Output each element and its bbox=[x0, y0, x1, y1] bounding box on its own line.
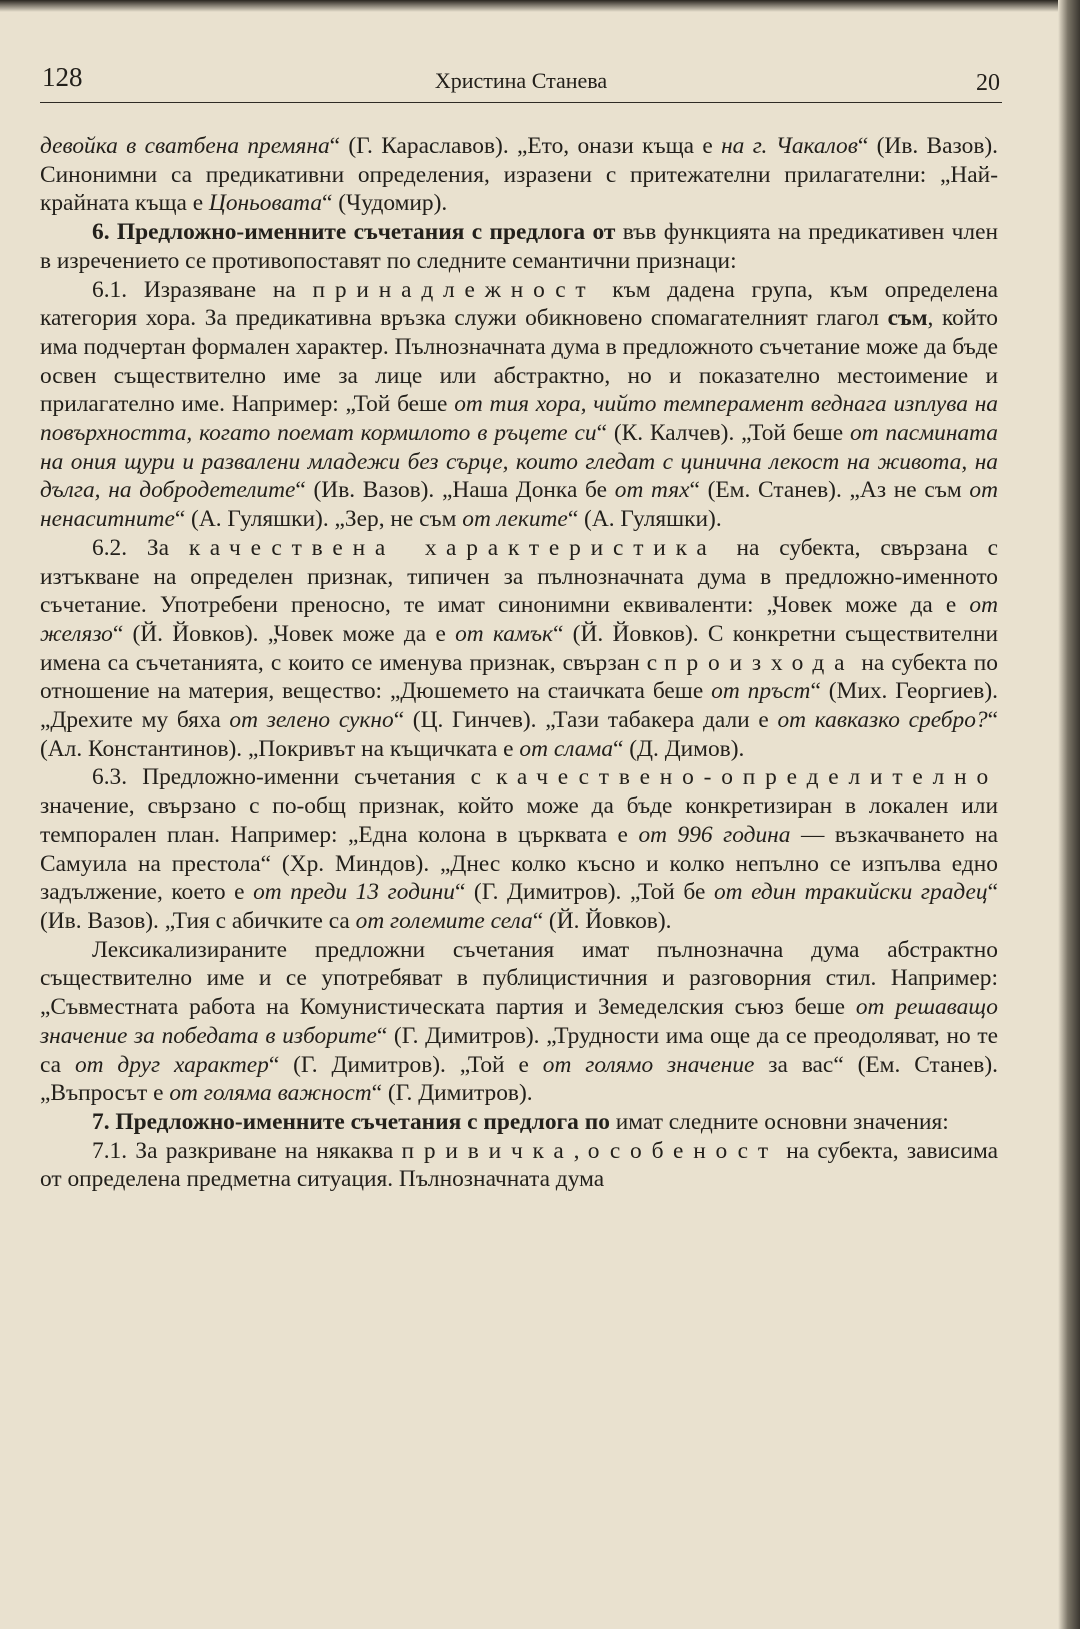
example-phrase: от голямо значение bbox=[542, 1051, 755, 1078]
example-phrase: от тия хора, чийто темперамент веднага изплува на повърхността, когато поемат кормилото в ръцете си bbox=[40, 391, 998, 447]
paragraph-6-1 bbox=[40, 276, 998, 534]
text-run: “ (Г. Димитров). „Той е bbox=[268, 1051, 543, 1078]
text-run: “ (Ив. Вазов). Синонимни са предикативни определения, изразени с притежателни прилагателни: „Най-крайната къща е bbox=[40, 133, 999, 217]
text-run: — възкачването на Самуила на престола“ (Хр. Миндов). „Днес колко късно и колко непълно се изпълва едно задължение, което е bbox=[40, 821, 998, 906]
example-phrase: от решаващо значение за победата в изборите bbox=[40, 994, 998, 1049]
text-run: към дадена група, към определена категория хора. За предикативна връзка служи обикновено спомагателният глагол bbox=[40, 276, 998, 332]
paragraph-lexicalized bbox=[40, 936, 998, 1108]
example-phrase: от един тракийски градец bbox=[713, 879, 988, 906]
text-run: на субекта по отношение на материя, вещество: „Дюшемето на стаичката беше bbox=[40, 649, 998, 705]
bold-term: 7. Предложно-именните съчетания с предлога по bbox=[92, 1108, 610, 1135]
running-title: Христина Станева bbox=[434, 68, 608, 93]
spaced-term: принадлежност bbox=[312, 276, 596, 303]
example-phrase: от кавказко сребро? bbox=[777, 707, 988, 734]
text-run: “ (Ив. Вазов). „Тия с абичките са bbox=[40, 879, 998, 934]
text-run: “ (Ем. Станев). „Аз не съм bbox=[689, 477, 970, 504]
example-phrase: от големите села bbox=[355, 907, 533, 934]
text-run: Лексикализираните предложни съчетания имат пълнозначна дума абстрактно съществително име и се употребяват в публицистичния и разговорния стил. Например: „Съвместната работа на Комунистическата партия и Земеделския съюз беше bbox=[40, 936, 998, 1021]
example-phrase: от желязо bbox=[40, 592, 998, 647]
example-phrase: от преди 13 години bbox=[253, 879, 455, 906]
example-phrase: от камък bbox=[455, 620, 554, 647]
spaced-term: произхода bbox=[664, 649, 855, 676]
page-number: 128 bbox=[42, 62, 83, 92]
text-run: за вас“ (Ем. Станев). „Въпросът е bbox=[40, 1051, 998, 1107]
example-phrase: от зелено сукно bbox=[229, 707, 394, 734]
text-run: , bbox=[573, 1137, 588, 1164]
example-phrase: от леките bbox=[462, 506, 568, 533]
text-run: във функцията на предикативен член в изречението се противопоставят по следните семантични признаци: bbox=[40, 219, 998, 274]
section-number: 20 bbox=[976, 70, 1000, 96]
example-phrase: от пасмината на ония щури и развалени младежи без сърце, които гледат с цинична лекост на живота, на дълга, на добродетелите bbox=[40, 420, 998, 504]
text-run: на субекта, свързана с изтъкване на определен признак, типичен за пълнозначната дума в предложно-именното съчетание. Употребени преносно, те имат синонимни еквиваленти: „Човек може да е bbox=[40, 534, 998, 619]
text-run: имат следните основни значения: bbox=[609, 1108, 949, 1135]
text-run: “ (Г. Димитров). „Той бе bbox=[454, 879, 714, 906]
example-phrase: от слама bbox=[519, 735, 614, 762]
text-run: 6.1. Изразяване на bbox=[92, 276, 313, 303]
text-run: “ (Мих. Георгиев). „Дрехите му бяха bbox=[40, 678, 998, 734]
spaced-term: особеност bbox=[587, 1137, 778, 1164]
text-run: “ (Чудомир). bbox=[322, 190, 448, 217]
text-run: “ (Г. Димитров). „Трудности има още да се преодоляват, но те са bbox=[40, 1022, 998, 1078]
spaced-term: качествено-определително bbox=[496, 764, 998, 791]
text-run: значение, свързано с по-общ признак, който може да бъде конкретизиран в локален или темпорален план. Например: „Една колона в църквата е bbox=[40, 793, 998, 848]
example-phrase: девойка в сватбена премяна bbox=[40, 133, 330, 159]
example-phrase: от голяма важност bbox=[169, 1080, 372, 1107]
text-run: “ (Ал. Константинов). „Покривът на къщичката е bbox=[40, 707, 999, 762]
running-head bbox=[40, 62, 1002, 103]
example-phrase: от ненаситните bbox=[40, 477, 998, 533]
example-phrase: от тях bbox=[614, 477, 690, 504]
book-page bbox=[40, 0, 1002, 1629]
text-run: “ (Г. Димитров). bbox=[371, 1080, 533, 1107]
text-run: “ (Й. Йовков). „Човек може да е bbox=[112, 620, 456, 647]
text-run: “ (А. Гуляшки). bbox=[567, 506, 722, 533]
paragraph-6-2 bbox=[40, 534, 998, 764]
spaced-term: привичка bbox=[401, 1137, 574, 1164]
text-run: “ (Ц. Гинчев). „Тази табакера дали е bbox=[393, 707, 778, 734]
text-run: 6.2. За bbox=[92, 534, 189, 561]
body-text bbox=[40, 132, 998, 1194]
book-spine-shadow bbox=[1058, 0, 1080, 1629]
text-run: на субекта, зависима от определена предметна ситуация. Пълнозначната дума bbox=[40, 1137, 998, 1193]
paragraph-6-3 bbox=[40, 763, 998, 935]
text-run: “ (Д. Димов). bbox=[613, 735, 745, 762]
bold-term: 6. Предложно-именните съчетания с предлога от bbox=[92, 219, 616, 246]
text-run: “ (Й. Йовков). С конкретни съществителни имена са съчетанията, с които се именува признак, свързан с bbox=[40, 620, 999, 676]
example-phrase: Цоньовата bbox=[208, 190, 323, 217]
text-run: 6.3. Предложно-именни съчетания с bbox=[92, 764, 497, 791]
spaced-term: качествена характеристика bbox=[188, 534, 717, 561]
text-run: “ (А. Гуляшки). „Зер, не съм bbox=[174, 506, 463, 533]
example-phrase: от пръст bbox=[711, 678, 811, 705]
bold-term: съм bbox=[887, 305, 928, 332]
text-run: “ (Ив. Вазов). „Наша Донка бе bbox=[295, 477, 615, 504]
text-run: “ (Й. Йовков). bbox=[532, 907, 672, 934]
paragraph-7-1 bbox=[40, 1137, 998, 1194]
paragraph-7 bbox=[40, 1108, 998, 1137]
example-phrase: на г. Чакалов bbox=[721, 133, 858, 159]
example-phrase: от друг характер bbox=[74, 1051, 269, 1078]
text-run: , който има подчертан формален характер. Пълнозначната дума в предложното съчетание може да бъде освен съществително име за лице или абстрактно, но и показателно местоимение и прилагателно име. Например: „Той беше bbox=[40, 305, 998, 418]
text-run: 7.1. За разкриване на някаква bbox=[92, 1137, 402, 1164]
paragraph-1 bbox=[40, 132, 998, 218]
text-run: “ (К. Калчев). „Той беше bbox=[596, 420, 850, 447]
example-phrase: от 996 година bbox=[638, 821, 791, 848]
paragraph-6 bbox=[40, 218, 998, 275]
text-run: “ (Г. Караславов). „Ето, онази къща е bbox=[329, 133, 722, 159]
